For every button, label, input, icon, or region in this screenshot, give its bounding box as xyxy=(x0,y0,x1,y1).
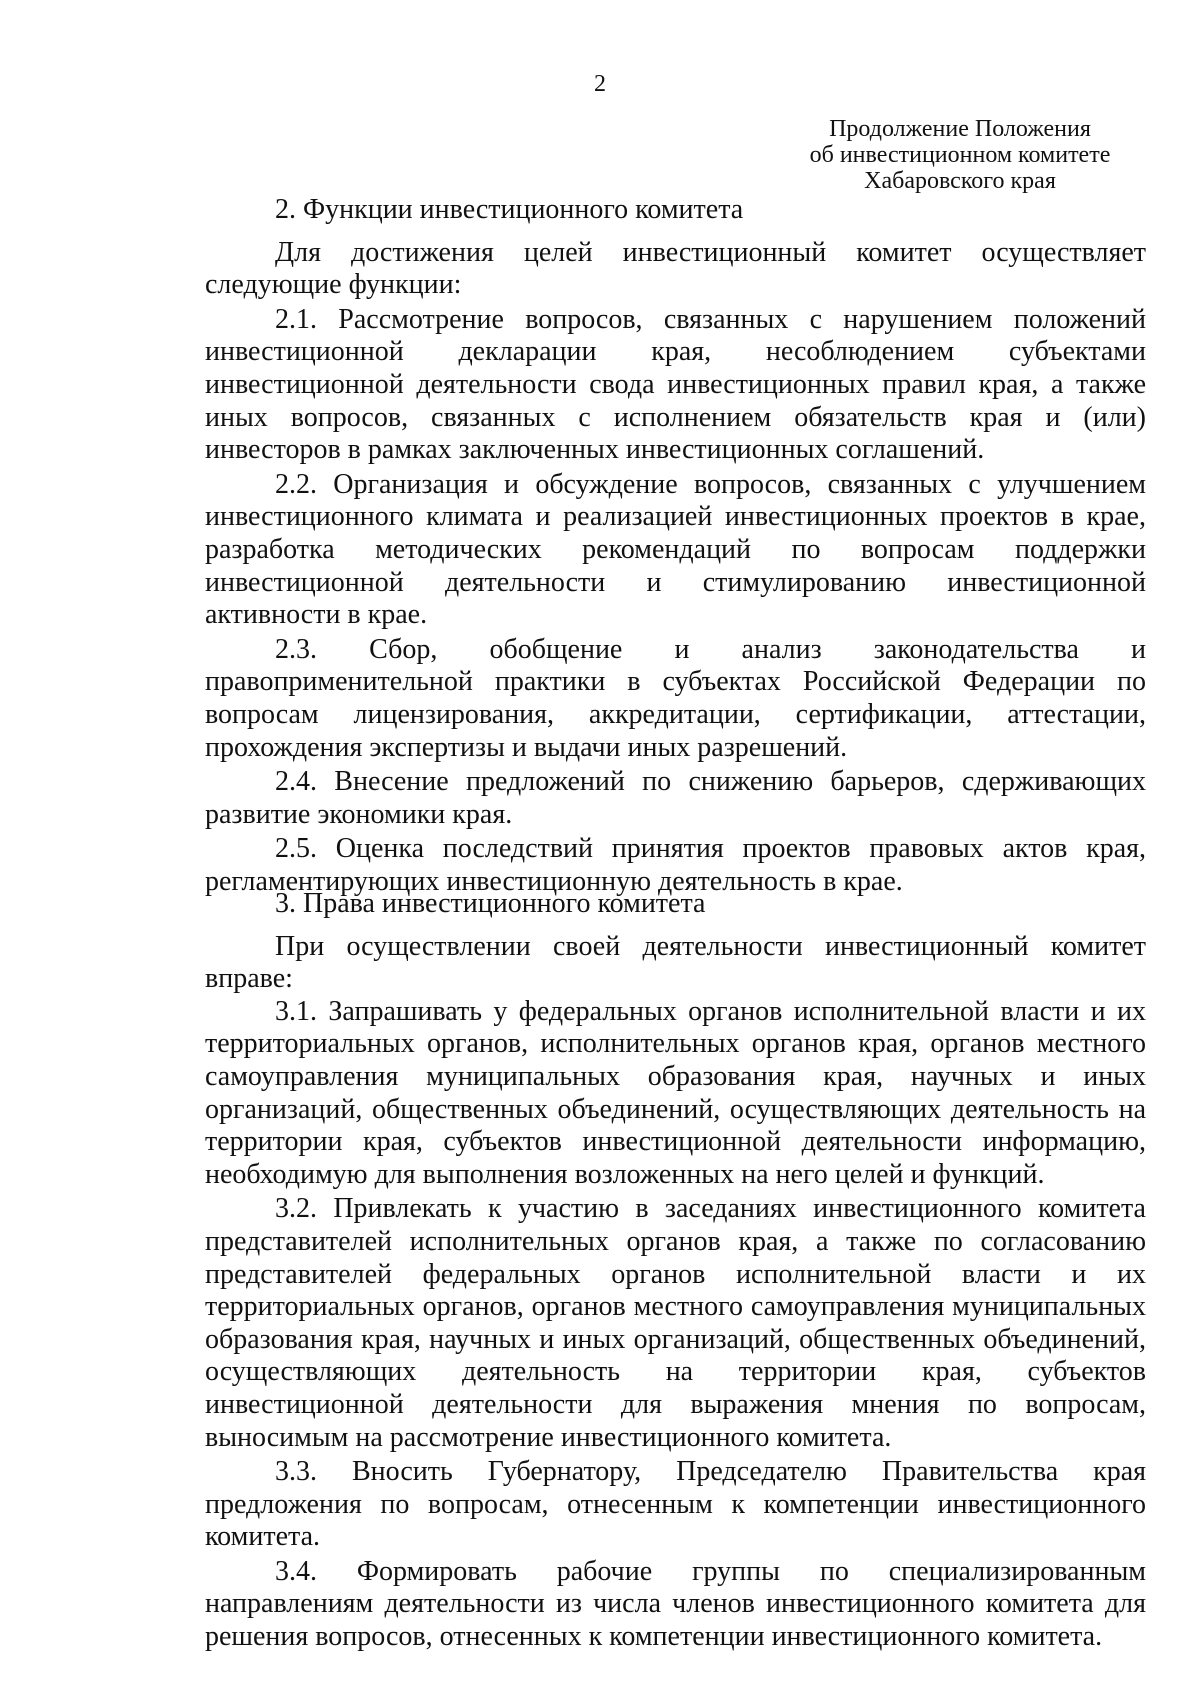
section-heading: 2. Функции инвестиционного комитета xyxy=(275,194,744,225)
section-intro: Для достижения целей инвестиционный комитет осуществляет следующие функции: xyxy=(205,236,1146,301)
clause-2-3: 2.3. Сбор, обобщение и анализ законодательства и правоприменительной практики в субъектах Российской Федерации по вопросам лицензирования, аккредитации, сертификации, аттестации, прохождения экспертизы и выдачи иных разрешений. xyxy=(205,633,1146,763)
clause-3-1: 3.1. Запрашивать у федеральных органов исполнительной власти и их территориальных органов, исполнительных органов края, органов местного самоуправления муниципальных образования края, научных и иных организаций, общественных объединений, осуществляющих деятельность на территории края, субъектов инвестиционной деятельности информацию, необходимую для выполнения возложенных на него целей и функций. xyxy=(205,995,1146,1190)
section-rights xyxy=(205,888,1146,1654)
clause-3-3: 3.3. Вносить Губернатору, Председателю Правительства края предложения по вопросам, отнесенным к компетенции инвестиционного комитета. xyxy=(205,1456,1146,1553)
header-line-2: об инвестиционном комитете xyxy=(809,142,1111,168)
clause-2-4: 2.4. Внесение предложений по снижению барьеров, сдерживающих развитие экономики края. xyxy=(205,766,1146,830)
clause-2-1: 2.1. Рассмотрение вопросов, связанных с нарушением положений инвестиционной декларации края, несоблюдением субъектами инвестиционной деятельности свода инвестиционных правил края, а также иных вопросов, связанных с исполнением обязательств края и (или) инвесторов в рамках заключенных инвестиционных соглашений. xyxy=(205,303,1146,466)
page-number: 2 xyxy=(594,71,606,97)
clause-2-5: 2.5. Оценка последствий принятия проектов правовых актов края, регламентирующих инвестиционную деятельность в крае. xyxy=(205,833,1146,897)
section-functions xyxy=(205,194,1146,898)
section-intro: При осуществлении своей деятельности инвестиционный комитет вправе: xyxy=(205,930,1146,995)
header-line-3: Хабаровского края xyxy=(864,168,1056,194)
clause-3-2: 3.2. Привлекать к участию в заседаниях инвестиционного комитета представителей исполнительных органов края, а также по согласованию представителей федеральных органов исполнительной власти и их территориальных органов, органов местного самоуправления муниципальных образования края, научных и иных организаций, общественных объединений, осуществляющих деятельность на территории края, субъектов инвестиционной деятельности для выражения мнения по вопросам, выносимым на рассмотрение инвестиционного комитета. xyxy=(205,1193,1146,1453)
clause-2-2: 2.2. Организация и обсуждение вопросов, связанных с улучшением инвестиционного климата и реализацией инвестиционных проектов в крае, разработка методических рекомендаций по вопросам поддержки инвестиционной деятельности и стимулированию инвестиционной активности в крае. xyxy=(205,468,1146,631)
section-heading: 3. Права инвестиционного комитета xyxy=(275,888,706,919)
document-header xyxy=(800,116,1120,194)
header-line-1: Продолжение Положения xyxy=(829,116,1091,142)
clause-3-4: 3.4. Формировать рабочие группы по специализированным направлениям деятельности из числа членов инвестиционного комитета для решения вопросов, отнесенных к компетенции инвестиционного комитета. xyxy=(205,1555,1146,1653)
